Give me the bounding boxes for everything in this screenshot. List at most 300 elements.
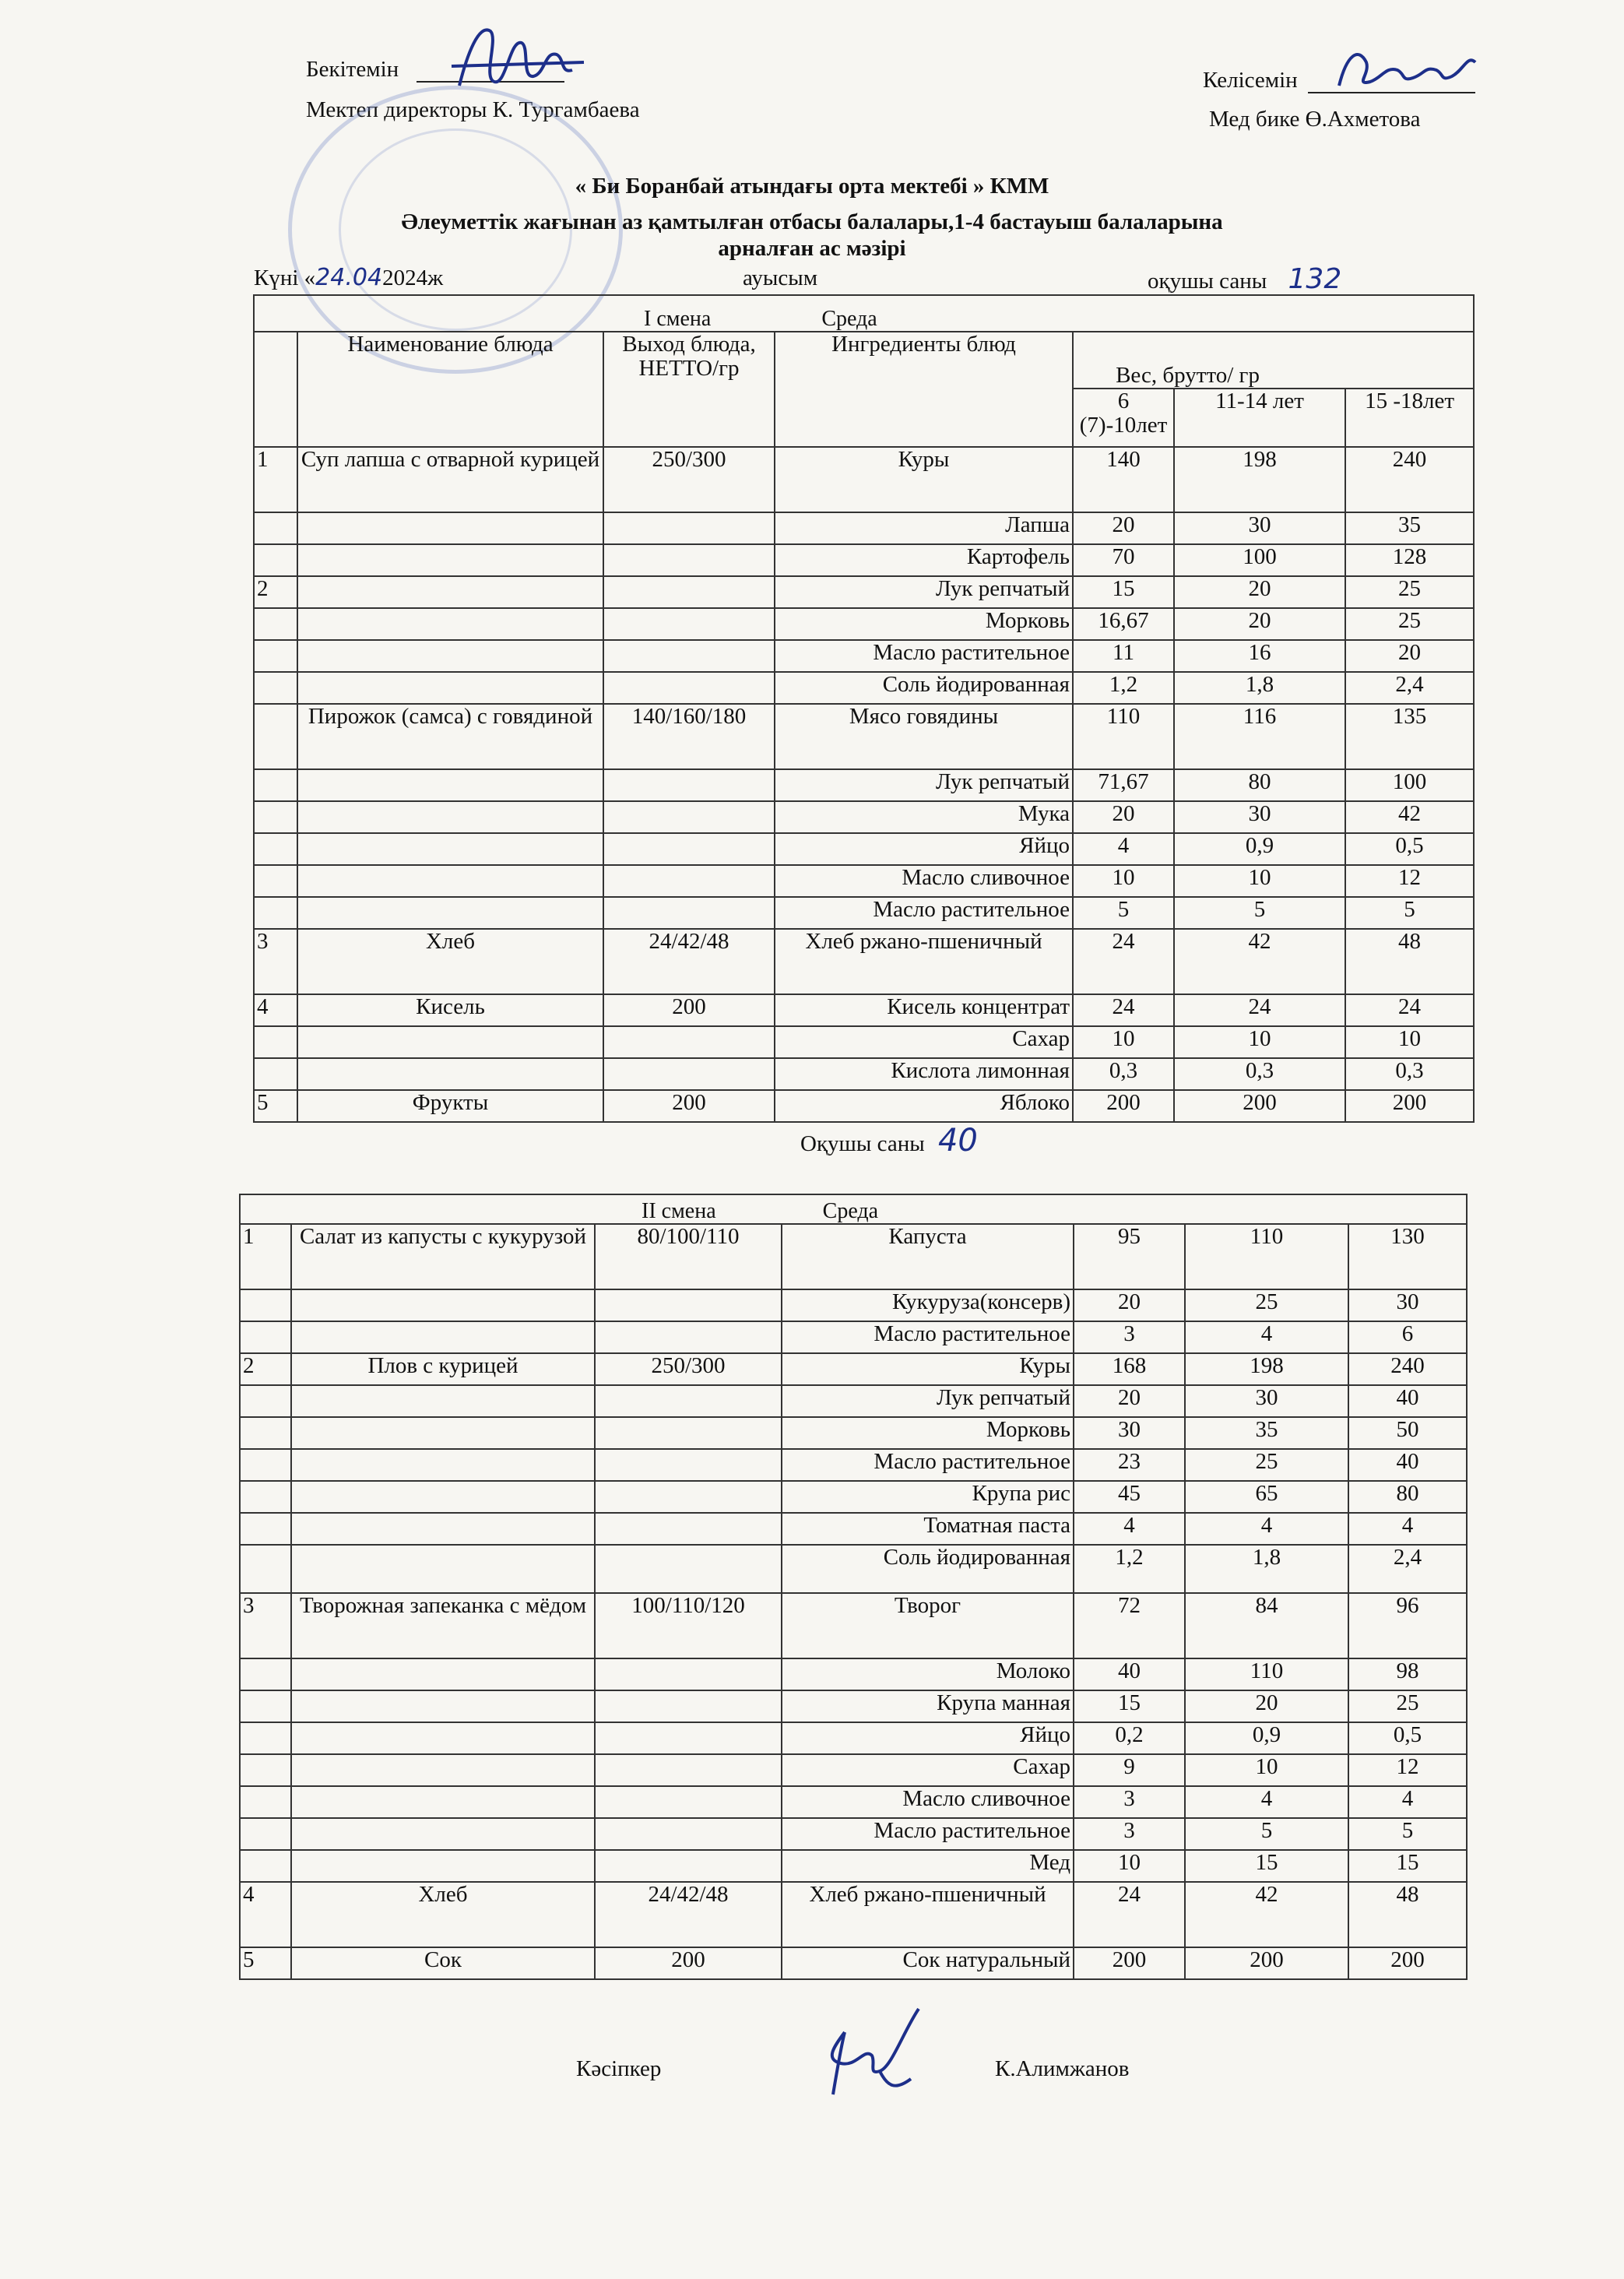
row-num-cell <box>254 1058 297 1090</box>
weight-age-1-cell: 3 <box>1074 1818 1185 1850</box>
ingredient-cell: Сок натуральный <box>782 1947 1074 1979</box>
header-age-2: 11-14 лет <box>1174 389 1345 447</box>
row-num-cell <box>240 1545 291 1593</box>
output-cell <box>603 512 775 544</box>
ingredient-cell: Хлеб ржано-пшеничный <box>782 1882 1074 1947</box>
dish-name-cell <box>291 1449 595 1481</box>
ingredient-cell: Сахар <box>782 1754 1074 1786</box>
weight-age-2-cell: 4 <box>1185 1513 1348 1545</box>
table-row <box>254 769 1474 801</box>
weight-age-1-cell: 11 <box>1073 640 1174 672</box>
weight-age-3-cell: 40 <box>1348 1385 1467 1417</box>
weight-age-2-cell: 42 <box>1185 1882 1348 1947</box>
output-cell <box>603 1058 775 1090</box>
row-num-cell: 1 <box>240 1224 291 1289</box>
weight-age-3-cell: 24 <box>1345 994 1474 1026</box>
weight-age-3-cell: 25 <box>1348 1690 1467 1722</box>
column-header-row <box>254 332 1474 389</box>
weight-age-2-cell: 200 <box>1174 1090 1345 1122</box>
weight-age-3-cell: 15 <box>1348 1850 1467 1882</box>
weight-age-2-cell: 116 <box>1174 704 1345 769</box>
weight-age-2-cell: 42 <box>1174 929 1345 994</box>
ingredient-cell: Масло растительное <box>782 1818 1074 1850</box>
weight-age-3-cell: 42 <box>1345 801 1474 833</box>
weight-age-1-cell: 20 <box>1073 801 1174 833</box>
ingredient-cell: Хлеб ржано-пшеничный <box>775 929 1073 994</box>
ingredient-cell: Картофель <box>775 544 1073 576</box>
table-row <box>240 1818 1467 1850</box>
table-row <box>240 1353 1467 1385</box>
dish-name-cell <box>291 1289 595 1321</box>
ingredient-cell: Кислота лимонная <box>775 1058 1073 1090</box>
ingredient-cell: Морковь <box>775 608 1073 640</box>
row-num-cell <box>240 1417 291 1449</box>
table-row <box>254 1058 1474 1090</box>
shift-2-name: II смена <box>642 1199 716 1223</box>
weight-age-1-cell: 71,67 <box>1073 769 1174 801</box>
weight-age-3-cell: 12 <box>1345 865 1474 897</box>
ingredient-cell: Масло растительное <box>775 640 1073 672</box>
output-cell <box>603 608 775 640</box>
ingredient-cell: Соль йодированная <box>775 672 1073 704</box>
ingredient-cell: Крупа рис <box>782 1481 1074 1513</box>
date-label: Күні « <box>254 266 316 290</box>
row-num-cell: 3 <box>254 929 297 994</box>
dish-name-cell: Кисель <box>297 994 603 1026</box>
weight-age-2-cell: 20 <box>1174 576 1345 608</box>
ingredient-cell: Крупа манная <box>782 1690 1074 1722</box>
dish-name-cell <box>291 1850 595 1882</box>
weight-age-2-cell: 10 <box>1174 865 1345 897</box>
weight-age-1-cell: 4 <box>1074 1513 1185 1545</box>
table-row <box>254 640 1474 672</box>
weight-age-1-cell: 95 <box>1074 1224 1185 1289</box>
agreement-label: Келісемін <box>1203 68 1298 93</box>
ingredient-cell: Лук репчатый <box>782 1385 1074 1417</box>
table-row <box>254 447 1474 512</box>
weight-age-3-cell: 2,4 <box>1348 1545 1467 1593</box>
dish-name-cell <box>297 865 603 897</box>
weight-age-3-cell: 200 <box>1345 1090 1474 1122</box>
dish-name-cell <box>291 1545 595 1593</box>
row-num-cell: 1 <box>254 447 297 512</box>
students-value: 132 <box>1288 263 1342 295</box>
weight-age-3-cell: 5 <box>1345 897 1474 929</box>
row-num-cell: 2 <box>240 1353 291 1385</box>
weight-age-2-cell: 4 <box>1185 1786 1348 1818</box>
row-num-cell: 5 <box>254 1090 297 1122</box>
weight-age-1-cell: 45 <box>1074 1481 1185 1513</box>
dish-name-cell: Хлеб <box>291 1882 595 1947</box>
nurse-signature <box>1323 31 1487 101</box>
dish-name-cell: Сок <box>291 1947 595 1979</box>
weight-age-2-cell: 5 <box>1174 897 1345 929</box>
table-row <box>254 544 1474 576</box>
dish-name-cell <box>297 833 603 865</box>
header-age-3: 15 -18лет <box>1345 389 1474 447</box>
row-num-cell <box>254 640 297 672</box>
dish-name-cell <box>297 801 603 833</box>
footer-role: Кәсіпкер <box>576 2056 662 2081</box>
weight-age-2-cell: 20 <box>1174 608 1345 640</box>
output-cell: 24/42/48 <box>595 1882 782 1947</box>
row-num-cell <box>240 1850 291 1882</box>
ingredient-cell: Мясо говядины <box>775 704 1073 769</box>
dish-name-cell <box>291 1786 595 1818</box>
shift-2-header-row <box>240 1194 1467 1224</box>
output-cell <box>595 1850 782 1882</box>
weight-age-3-cell: 80 <box>1348 1481 1467 1513</box>
weight-age-2-cell: 0,9 <box>1185 1722 1348 1754</box>
dish-name-cell <box>291 1690 595 1722</box>
dish-name-cell <box>297 544 603 576</box>
weight-age-1-cell: 24 <box>1073 994 1174 1026</box>
weight-age-1-cell: 9 <box>1074 1754 1185 1786</box>
weight-age-1-cell: 15 <box>1073 576 1174 608</box>
weight-age-3-cell: 25 <box>1345 576 1474 608</box>
weight-age-3-cell: 0,5 <box>1348 1722 1467 1754</box>
weight-age-3-cell: 12 <box>1348 1754 1467 1786</box>
table-row <box>254 994 1474 1026</box>
row-num-cell <box>254 1026 297 1058</box>
weight-age-3-cell: 30 <box>1348 1289 1467 1321</box>
table-row <box>240 1947 1467 1979</box>
dish-name-cell: Суп лапша с отварной курицей <box>297 447 603 512</box>
row-num-cell <box>240 1690 291 1722</box>
output-cell: 200 <box>595 1947 782 1979</box>
output-cell <box>595 1417 782 1449</box>
output-cell: 200 <box>603 1090 775 1122</box>
output-cell <box>595 1754 782 1786</box>
dish-name-cell <box>291 1658 595 1690</box>
weight-age-3-cell: 98 <box>1348 1658 1467 1690</box>
weight-age-2-cell: 10 <box>1174 1026 1345 1058</box>
date-suffix: 2024ж <box>382 266 444 290</box>
weight-age-2-cell: 20 <box>1185 1690 1348 1722</box>
table-row <box>240 1722 1467 1754</box>
dish-name-cell: Фрукты <box>297 1090 603 1122</box>
output-cell <box>595 1818 782 1850</box>
weight-age-2-cell: 65 <box>1185 1481 1348 1513</box>
weight-age-3-cell: 2,4 <box>1345 672 1474 704</box>
row-num-cell <box>240 1658 291 1690</box>
output-cell <box>595 1481 782 1513</box>
weight-age-3-cell: 130 <box>1348 1224 1467 1289</box>
title-line-1: « Би Боранбай атындағы орта мектебі » КММ <box>575 174 1049 199</box>
row-num-cell <box>254 672 297 704</box>
table-row <box>254 608 1474 640</box>
row-num-cell <box>254 897 297 929</box>
ingredient-cell: Творог <box>782 1593 1074 1658</box>
students-value-2: 40 <box>937 1123 978 1159</box>
dish-name-cell <box>291 1722 595 1754</box>
menu-table-shift-1 <box>253 294 1475 1123</box>
header-dish: Наименование блюда <box>297 332 603 447</box>
day-name: Среда <box>821 307 877 331</box>
output-cell <box>603 544 775 576</box>
dish-name-cell <box>291 1818 595 1850</box>
weight-age-1-cell: 10 <box>1073 865 1174 897</box>
row-num-cell <box>254 833 297 865</box>
weight-age-1-cell: 72 <box>1074 1593 1185 1658</box>
header-ingredients: Ингредиенты блюд <box>775 332 1073 447</box>
row-num-cell <box>254 608 297 640</box>
weight-age-1-cell: 16,67 <box>1073 608 1174 640</box>
output-cell <box>595 1545 782 1593</box>
shift-header-row <box>254 295 1474 332</box>
row-num-cell <box>240 1449 291 1481</box>
weight-age-2-cell: 84 <box>1185 1593 1348 1658</box>
output-cell <box>603 833 775 865</box>
weight-age-2-cell: 35 <box>1185 1417 1348 1449</box>
dish-name-cell <box>297 1026 603 1058</box>
output-cell <box>595 1449 782 1481</box>
weight-age-2-cell: 0,9 <box>1174 833 1345 865</box>
dish-name-cell <box>297 897 603 929</box>
weight-age-3-cell: 5 <box>1348 1818 1467 1850</box>
dish-name-cell <box>297 769 603 801</box>
dish-name-cell <box>291 1321 595 1353</box>
agreement-position: Мед бике Ө.Ахметова <box>1209 107 1421 132</box>
output-cell: 250/300 <box>595 1353 782 1385</box>
approval-position: Мектеп директоры К. Тургамбаева <box>306 97 640 122</box>
students-label: оқушы саны <box>1148 269 1267 294</box>
row-num-cell <box>240 1481 291 1513</box>
weight-age-2-cell: 30 <box>1174 801 1345 833</box>
shift-name: I смена <box>644 307 712 331</box>
table-row <box>240 1850 1467 1882</box>
row-num-cell <box>254 769 297 801</box>
weight-age-1-cell: 20 <box>1074 1385 1185 1417</box>
weight-age-2-cell: 5 <box>1185 1818 1348 1850</box>
weight-age-2-cell: 16 <box>1174 640 1345 672</box>
ingredient-cell: Капуста <box>782 1224 1074 1289</box>
output-cell <box>595 1513 782 1545</box>
ingredient-cell: Куры <box>775 447 1073 512</box>
ingredient-cell: Соль йодированная <box>782 1545 1074 1593</box>
table-row <box>254 704 1474 769</box>
table-row <box>240 1754 1467 1786</box>
table-row <box>254 512 1474 544</box>
output-cell <box>603 640 775 672</box>
weight-age-3-cell: 4 <box>1348 1513 1467 1545</box>
weight-age-3-cell: 6 <box>1348 1321 1467 1353</box>
table-row <box>240 1658 1467 1690</box>
weight-age-2-cell: 110 <box>1185 1224 1348 1289</box>
weight-age-2-cell: 1,8 <box>1174 672 1345 704</box>
dish-name-cell <box>291 1481 595 1513</box>
weight-age-1-cell: 30 <box>1074 1417 1185 1449</box>
row-num-cell <box>254 801 297 833</box>
output-cell <box>595 1722 782 1754</box>
row-num-cell <box>240 1754 291 1786</box>
dish-name-cell: Плов с курицей <box>291 1353 595 1385</box>
dish-name-cell: Хлеб <box>297 929 603 994</box>
table-row <box>240 1786 1467 1818</box>
weight-age-2-cell: 0,3 <box>1174 1058 1345 1090</box>
weight-age-1-cell: 70 <box>1073 544 1174 576</box>
ingredient-cell: Мед <box>782 1850 1074 1882</box>
dish-name-cell <box>297 672 603 704</box>
weight-age-1-cell: 168 <box>1074 1353 1185 1385</box>
row-num-cell <box>254 865 297 897</box>
output-cell: 80/100/110 <box>595 1224 782 1289</box>
output-cell: 200 <box>603 994 775 1026</box>
output-cell <box>603 672 775 704</box>
weight-age-1-cell: 1,2 <box>1074 1545 1185 1593</box>
ingredient-cell: Куры <box>782 1353 1074 1385</box>
output-cell <box>595 1786 782 1818</box>
weight-age-2-cell: 25 <box>1185 1449 1348 1481</box>
students-field-2 <box>800 1123 978 1159</box>
output-cell <box>595 1690 782 1722</box>
row-num-cell <box>240 1385 291 1417</box>
row-num-cell: 3 <box>240 1593 291 1658</box>
ingredient-cell: Молоко <box>782 1658 1074 1690</box>
dish-name-cell <box>291 1417 595 1449</box>
table-row <box>240 1513 1467 1545</box>
row-num-cell <box>240 1818 291 1850</box>
ingredient-cell: Мука <box>775 801 1073 833</box>
table-row <box>240 1882 1467 1947</box>
header-output: Выход блюда, НЕТТО/гр <box>603 332 775 447</box>
weight-age-3-cell: 20 <box>1345 640 1474 672</box>
weight-age-1-cell: 3 <box>1074 1321 1185 1353</box>
weight-age-2-cell: 100 <box>1174 544 1345 576</box>
weight-age-1-cell: 0,3 <box>1073 1058 1174 1090</box>
ingredient-cell: Яйцо <box>775 833 1073 865</box>
output-cell <box>595 1385 782 1417</box>
ingredient-cell: Масло растительное <box>775 897 1073 929</box>
date-value: 24.04 <box>315 264 383 291</box>
output-cell <box>603 897 775 929</box>
row-num-cell <box>240 1722 291 1754</box>
weight-age-1-cell: 110 <box>1073 704 1174 769</box>
weight-age-1-cell: 15 <box>1074 1690 1185 1722</box>
ingredient-cell: Масло растительное <box>782 1449 1074 1481</box>
output-cell <box>603 1026 775 1058</box>
weight-age-3-cell: 48 <box>1348 1882 1467 1947</box>
dish-name-cell <box>297 512 603 544</box>
table-row <box>254 1090 1474 1122</box>
table-row <box>254 865 1474 897</box>
ingredient-cell: Масло сливочное <box>782 1786 1074 1818</box>
shift-label: ауысым <box>743 266 818 290</box>
weight-age-3-cell: 135 <box>1345 704 1474 769</box>
weight-age-2-cell: 10 <box>1185 1754 1348 1786</box>
day-2-name: Среда <box>822 1199 879 1223</box>
weight-age-2-cell: 198 <box>1174 447 1345 512</box>
row-num-cell: 4 <box>240 1882 291 1947</box>
menu-table-shift-2 <box>239 1194 1468 1980</box>
output-cell: 250/300 <box>603 447 775 512</box>
weight-age-3-cell: 40 <box>1348 1449 1467 1481</box>
header-num <box>254 332 297 447</box>
header-age-1: 6 (7)-10лет <box>1073 389 1174 447</box>
row-num-cell <box>254 512 297 544</box>
dish-name-cell: Салат из капусты с кукурузой <box>291 1224 595 1289</box>
weight-age-2-cell: 198 <box>1185 1353 1348 1385</box>
output-cell <box>603 576 775 608</box>
row-num-cell <box>240 1321 291 1353</box>
table-row <box>254 801 1474 833</box>
table-row <box>254 672 1474 704</box>
weight-age-1-cell: 5 <box>1073 897 1174 929</box>
approval-label: Бекітемін <box>306 57 399 82</box>
weight-age-3-cell: 10 <box>1345 1026 1474 1058</box>
output-cell <box>595 1289 782 1321</box>
table-row <box>240 1224 1467 1289</box>
weight-age-2-cell: 110 <box>1185 1658 1348 1690</box>
ingredient-cell: Яйцо <box>782 1722 1074 1754</box>
ingredient-cell: Томатная паста <box>782 1513 1074 1545</box>
students-label-2: Оқушы саны <box>800 1131 925 1156</box>
weight-age-3-cell: 4 <box>1348 1786 1467 1818</box>
ingredient-cell: Лапша <box>775 512 1073 544</box>
weight-age-3-cell: 0,5 <box>1345 833 1474 865</box>
dish-name-cell <box>291 1754 595 1786</box>
dish-name-cell: Творожная запеканка с мёдом <box>291 1593 595 1658</box>
weight-age-1-cell: 10 <box>1074 1850 1185 1882</box>
output-cell: 100/110/120 <box>595 1593 782 1658</box>
date-field <box>254 265 443 291</box>
weight-age-1-cell: 23 <box>1074 1449 1185 1481</box>
weight-age-1-cell: 24 <box>1073 929 1174 994</box>
weight-age-2-cell: 4 <box>1185 1321 1348 1353</box>
students-field <box>1148 263 1342 295</box>
weight-age-1-cell: 20 <box>1073 512 1174 544</box>
dish-name-cell <box>291 1385 595 1417</box>
row-num-cell <box>254 544 297 576</box>
table-row <box>240 1593 1467 1658</box>
weight-age-2-cell: 25 <box>1185 1289 1348 1321</box>
dish-name-cell <box>297 640 603 672</box>
dish-name-cell <box>297 576 603 608</box>
row-num-cell <box>240 1786 291 1818</box>
weight-age-1-cell: 0,2 <box>1074 1722 1185 1754</box>
table-row <box>254 897 1474 929</box>
weight-age-3-cell: 240 <box>1345 447 1474 512</box>
row-num-cell: 2 <box>254 576 297 608</box>
weight-age-3-cell: 50 <box>1348 1417 1467 1449</box>
row-num-cell <box>254 704 297 769</box>
output-cell <box>603 865 775 897</box>
dish-name-cell: Пирожок (самса) с говядиной <box>297 704 603 769</box>
weight-age-3-cell: 35 <box>1345 512 1474 544</box>
ingredient-cell: Лук репчатый <box>775 576 1073 608</box>
dish-name-cell <box>297 608 603 640</box>
title-line-2: Әлеуметтік жағынан аз қамтылған отбасы балалары,1-4 бастауыш балаларына <box>401 209 1223 234</box>
table-row <box>240 1481 1467 1513</box>
weight-age-3-cell: 48 <box>1345 929 1474 994</box>
table-row <box>254 833 1474 865</box>
row-num-cell: 5 <box>240 1947 291 1979</box>
weight-age-2-cell: 30 <box>1185 1385 1348 1417</box>
output-cell: 24/42/48 <box>603 929 775 994</box>
output-cell <box>595 1321 782 1353</box>
ingredient-cell: Сахар <box>775 1026 1073 1058</box>
ingredient-cell: Яблоко <box>775 1090 1073 1122</box>
table-row <box>240 1385 1467 1417</box>
weight-age-2-cell: 24 <box>1174 994 1345 1026</box>
footer-name: К.Алимжанов <box>995 2056 1130 2081</box>
dish-name-cell <box>297 1058 603 1090</box>
table-row <box>240 1690 1467 1722</box>
weight-age-2-cell: 80 <box>1174 769 1345 801</box>
output-cell <box>603 801 775 833</box>
table-row <box>240 1545 1467 1593</box>
entrepreneur-signature <box>802 2001 942 2102</box>
